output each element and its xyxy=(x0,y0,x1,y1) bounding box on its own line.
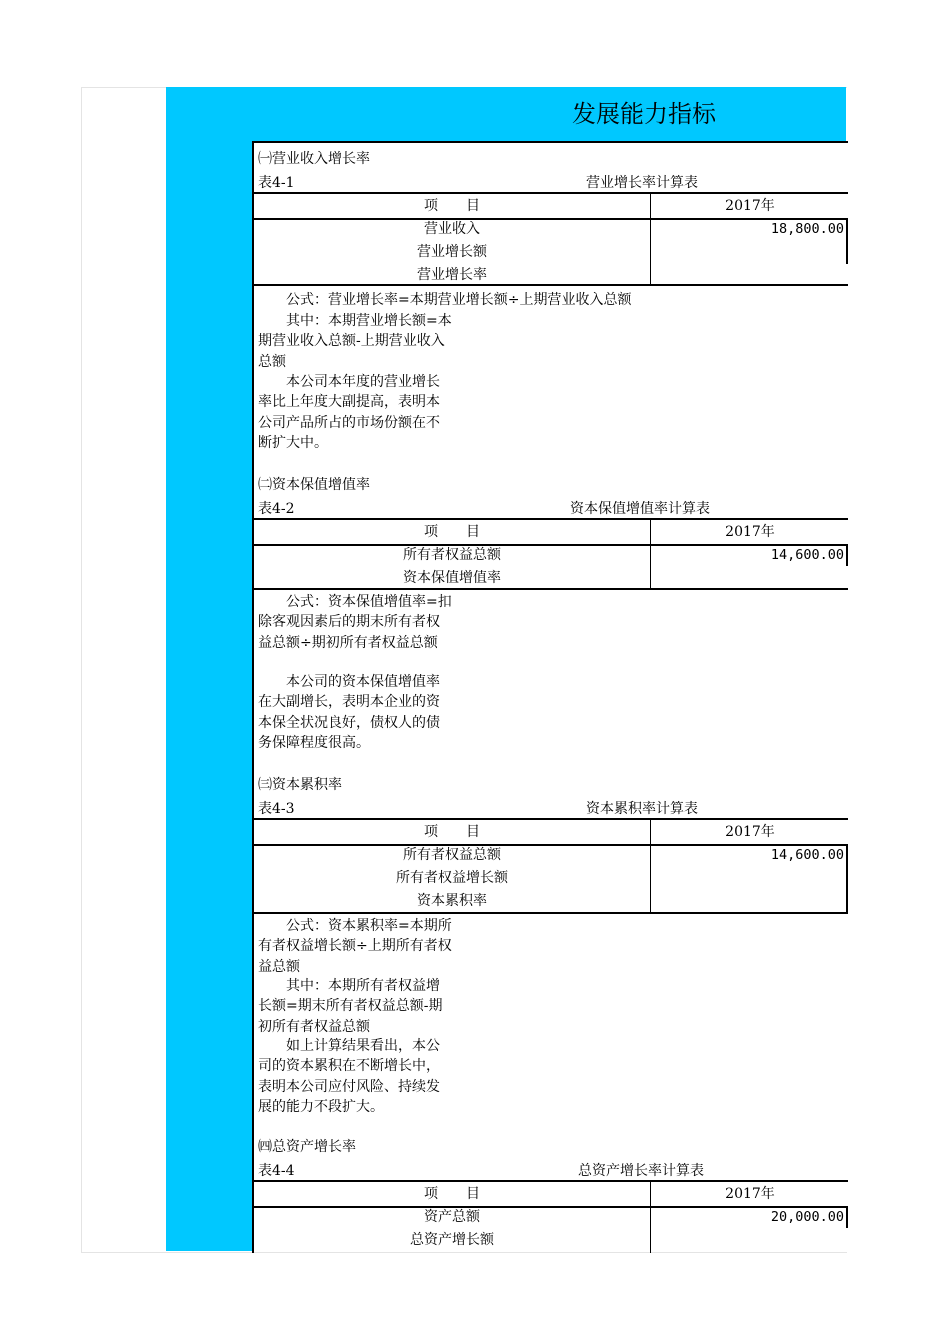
analysis-text: 本公司的资本保值增值率在大副增长，表明本企业的资本保全状况良好，债权人的债务保障程度很高。 xyxy=(258,674,440,751)
table-title: 营业增长率计算表 xyxy=(586,175,698,191)
table-number: 表4-3 xyxy=(258,801,295,817)
formula-text: 公式：资本累积率=本期所有者权益增长额÷上期所有者权益总额 xyxy=(258,918,452,975)
table-header-row xyxy=(254,192,848,220)
item-column-header: 项 目 xyxy=(424,524,480,540)
item-column-header: 项 目 xyxy=(424,198,480,214)
year-column-header: 2017年 xyxy=(650,820,849,844)
section-heading: ㈠营业收入增长率 xyxy=(258,151,370,167)
page-title: 发展能力指标 xyxy=(572,100,716,128)
table-row: 资产总额 20,000.00 xyxy=(424,1209,844,1225)
table-row: 所有者权益增长额 xyxy=(396,870,508,886)
table-row: 营业增长率 xyxy=(417,267,487,283)
item-column-header: 项 目 xyxy=(424,824,480,840)
table-title: 资本累积率计算表 xyxy=(586,801,698,817)
data-table xyxy=(254,1206,848,1253)
formula-text: 公式：营业增长率=本期营业增长额÷上期营业收入总额 xyxy=(286,292,632,308)
data-table xyxy=(254,844,848,914)
section-heading: ㈡资本保值增值率 xyxy=(258,477,370,493)
title-band xyxy=(166,87,846,141)
item-column-header: 项 目 xyxy=(424,1186,480,1202)
year-column-header: 2017年 xyxy=(650,194,849,218)
section-heading: ㈣总资产增长率 xyxy=(258,1139,356,1155)
table-header-row xyxy=(254,818,848,846)
table-row: 营业收入 18,800.00 xyxy=(424,221,844,237)
table-row: 总资产增长额 xyxy=(410,1232,494,1248)
analysis-text: 本公司本年度的营业增长率比上年度大副提高，表明本公司产品所占的市场份额在不断扩大中。 xyxy=(258,374,440,451)
table-row: 资本累积率 xyxy=(417,893,487,909)
report-body xyxy=(252,141,848,1253)
table-row: 营业增长额 xyxy=(417,244,487,260)
formula-text: 公式：资本保值增值率=扣除客观因素后的期末所有者权益总额÷期初所有者权益总额 xyxy=(258,594,452,651)
table-header-row xyxy=(254,1180,848,1208)
year-column-header: 2017年 xyxy=(650,520,849,544)
explanation-text: 其中：本期营业增长额=本期营业收入总额-上期营业收入总额 xyxy=(258,313,452,370)
table-row: 资本保值增值率 xyxy=(403,570,501,586)
table-number: 表4-1 xyxy=(258,175,295,191)
left-color-column xyxy=(166,87,252,1251)
explanation-text: 其中：本期所有者权益增长额=期末所有者权益总额-期初所有者权益总额 xyxy=(258,978,443,1035)
table-title: 资本保值增值率计算表 xyxy=(570,501,710,517)
year-column-header: 2017年 xyxy=(650,1182,849,1206)
table-number: 表4-4 xyxy=(258,1163,295,1179)
table-number: 表4-2 xyxy=(258,501,295,517)
table-header-row xyxy=(254,518,848,546)
table-row: 所有者权益总额 14,600.00 xyxy=(403,847,844,863)
table-title: 总资产增长率计算表 xyxy=(578,1163,704,1179)
analysis-text: 如上计算结果看出，本公司的资本累积在不断增长中，表明本公司应付风险、持续发展的能力不段扩大。 xyxy=(258,1038,440,1115)
data-table xyxy=(254,544,848,590)
table-row: 所有者权益总额 14,600.00 xyxy=(403,547,844,563)
section-heading: ㈢资本累积率 xyxy=(258,777,342,793)
data-table xyxy=(254,218,848,286)
